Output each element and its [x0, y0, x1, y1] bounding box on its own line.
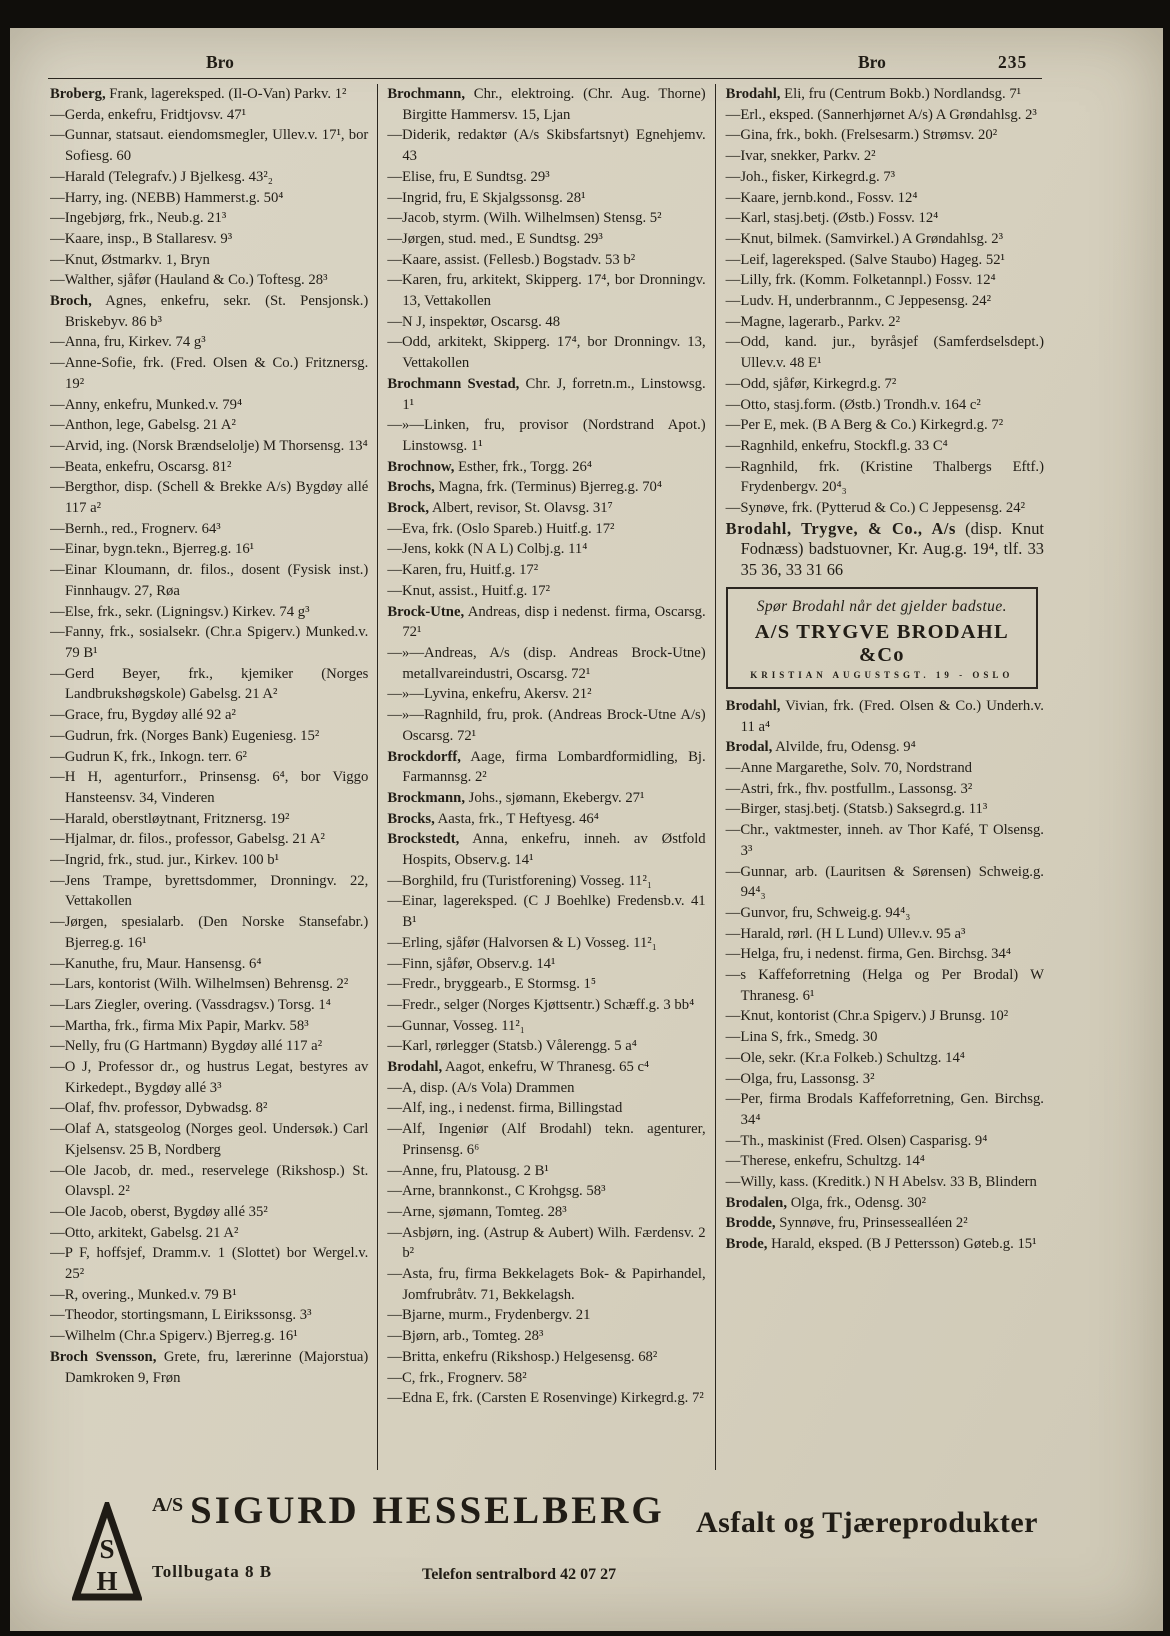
- directory-entry: —O J, Professor dr., og hustrus Legat, bestyres av Kirkedept., Bygdøy allé 3³: [50, 1059, 369, 1096]
- directory-entry: —Asta, fru, firma Bekkelagets Bok- & Papirhandel, Jomfrubråtv. 71, Bekkelagsh.: [387, 1266, 706, 1303]
- logo-letter-h: H: [96, 1566, 118, 1596]
- directory-entry: —Anthon, lege, Gabelsg. 21 A²: [50, 417, 236, 434]
- directory-entry: —Arne, sjømann, Tomteg. 28³: [387, 1203, 567, 1220]
- directory-entry: —Fredr., selger (Norges Kjøttsentr.) Schæff.g. 3 bb⁴: [387, 996, 695, 1013]
- directory-entry: —Helga, fru, i nedenst. firma, Gen. Birchsg. 34⁴: [725, 946, 1011, 963]
- directory-entry: —Gunvor, fru, Schweig.g. 94⁴₃: [725, 904, 911, 921]
- directory-entry: —Karen, fru, Huitf.g. 17²: [387, 562, 539, 579]
- directory-entry: —Gerda, enkefru, Fridtjovsv. 47¹: [50, 106, 246, 123]
- directory-entry: —Lina S, frk., Smedg. 30: [725, 1029, 878, 1046]
- directory-entry: Brodahl, Vivian, frk. (Fred. Olsen & Co.) Underh.v. 11 a⁴: [725, 697, 1044, 735]
- column-3-upper: [726, 84, 1044, 581]
- entry-surname: Brock,: [387, 500, 430, 517]
- directory-entry: —P F, hoffsjef, Dramm.v. 1 (Slottet) bor Wergel.v. 25²: [50, 1245, 369, 1283]
- directory-entry: —Martha, frk., firma Mix Papir, Markv. 58³: [50, 1017, 309, 1034]
- directory-entry: —Per, firma Brodals Kaffeforretning, Gen. Birchsg. 34⁴: [725, 1091, 1044, 1128]
- column-3-lower: [726, 696, 1044, 1255]
- brodahl-ad-address: KRISTIAN AUGUSTSGT. 19 - OSLO: [750, 669, 1014, 680]
- directory-entry: —Otto, arkitekt, Gabelsg. 21 A²: [50, 1224, 239, 1241]
- directory-entry: —A, disp. (A/s Vola) Drammen: [387, 1079, 575, 1096]
- directory-entry: Brock, Albert, revisor, St. Olavsg. 31⁷: [387, 500, 613, 517]
- directory-entry: —Eva, frk. (Oslo Spareb.) Huitf.g. 17²: [387, 520, 615, 537]
- directory-entry: —Anne, fru, Platousg. 2 B¹: [387, 1162, 549, 1179]
- directory-entry: —Einar, bygn.tekn., Bjerreg.g. 16¹: [50, 541, 255, 558]
- directory-entry: Brodahl, Aagot, enkefru, W Thranesg. 65 c⁴: [387, 1059, 650, 1076]
- directory-entry: —Therese, enkefru, Schultzg. 14⁴: [725, 1153, 925, 1170]
- directory-entry: —Gunnar, statsaut. eiendomsmegler, Ullev.v. 17¹, bor Sofiesg. 60: [50, 127, 369, 165]
- directory-entry: —Ingebjørg, frk., Neub.g. 21³: [50, 210, 227, 227]
- directory-entry: —Harald, rørl. (H L Lund) Ullev.v. 95 a³: [725, 925, 966, 942]
- directory-entry: —Ragnhild, enkefru, Stockfl.g. 33 C⁴: [725, 437, 948, 454]
- directory-entry: —Arvid, ing. (Norsk Brændselolje) M Thorsensg. 13⁴: [50, 437, 368, 454]
- directory-entry: —Finn, sjåfør, Observ.g. 14¹: [387, 955, 556, 972]
- directory-entry: Brocks, Aasta, frk., T Heftyesg. 46⁴: [387, 810, 599, 827]
- entry-surname: Brockmann,: [387, 789, 465, 806]
- directory-entry: —Kanuthe, fru, Maur. Hansensg. 6⁴: [50, 955, 262, 972]
- directory-entry: —Jørgen, spesialarb. (Den Norske Stansefabr.) Bjerreg.g. 16¹: [50, 914, 369, 951]
- directory-entry: —Bergthor, disp. (Schell & Brekke A/s) Bygdøy allé 117 a²: [50, 479, 369, 517]
- directory-entry: Brockmann, Johs., sjømann, Ekebergv. 27¹: [387, 789, 645, 806]
- directory-entry: —Knut, kontorist (Chr.a Spigerv.) J Brunsg. 10²: [725, 1008, 1009, 1025]
- directory-entry: —Nelly, fru (G Hartmann) Bygdøy allé 117 a²: [50, 1038, 323, 1055]
- brodahl-ad-name: A/S TRYGVE BRODAHL &Co: [754, 620, 1009, 666]
- directory-entry: —Elise, fru, E Sundtsg. 29³: [387, 168, 550, 185]
- directory-entry: —N J, inspektør, Oscarsg. 48: [387, 313, 561, 330]
- directory-entry: —Ole, sekr. (Kr.a Folkeb.) Schultzg. 14⁴: [725, 1049, 965, 1066]
- directory-entry: —R, overing., Munked.v. 79 B¹: [50, 1286, 237, 1303]
- directory-entry: —Kaare, assist. (Fellesb.) Bogstadv. 53 b²: [387, 251, 636, 268]
- directory-entry: —Britta, enkefru (Rikshosp.) Helgesensg. 68²: [387, 1348, 658, 1365]
- directory-entry: —Bernh., red., Frognerv. 64³: [50, 520, 221, 537]
- running-head-left: Bro: [206, 52, 234, 72]
- directory-entry: —»—Lyvina, enkefru, Akersv. 21²: [387, 686, 592, 703]
- directory-entry: —Knut, Østmarkv. 1, Bryn: [50, 251, 210, 268]
- directory-entry: —Olaf, fhv. professor, Dybwadsg. 8²: [50, 1100, 268, 1117]
- directory-entry: Broch Svensson, Grete, fru, lærerinne (Majorstua) Damkroken 9, Frøn: [50, 1348, 369, 1386]
- directory-entry: —Per E, mek. (B A Berg & Co.) Kirkegrd.g. 7²: [725, 417, 1004, 434]
- directory-entry: —Else, frk., sekr. (Ligningsv.) Kirkev. 74 g³: [50, 603, 310, 620]
- entry-surname: Brodalen,: [725, 1194, 788, 1211]
- directory-entry: Brodahl, Eli, fru (Centrum Bokb.) Nordlandsg. 7¹: [725, 86, 1022, 102]
- directory-entry: —Magne, lagerarb., Parkv. 2²: [725, 313, 900, 330]
- directory-entry: —Asbjørn, ing. (Astrup & Aubert) Wilh. Færdensv. 2 b²: [387, 1224, 706, 1262]
- entry-surname: Brockdorff,: [387, 748, 461, 765]
- directory-entry: —Ragnhild, frk. (Kristine Thalbergs Eftf.) Frydenbergv. 20⁴₃: [725, 458, 1044, 496]
- directory-entry: —Synøve, frk. (Pytterud & Co.) C Jeppesensg. 24²: [725, 500, 1026, 517]
- directory-entry: —Einar Kloumann, dr. filos., dosent (Fysisk inst.) Finnhaugv. 27, Røa: [50, 562, 369, 599]
- directory-entry: —Karl, rørlegger (Statsb.) Vålerengg. 5 a⁴: [387, 1038, 637, 1055]
- directory-entry: —Grace, fru, Bygdøy allé 92 a²: [50, 707, 236, 724]
- directory-entry: —Jens Trampe, byrettsdommer, Dronningv. 22, Vettakollen: [50, 872, 369, 910]
- directory-entry: —Alf, Ingeniør (Alf Brodahl) tekn. agenturer, Prinsensg. 6⁶: [387, 1121, 706, 1158]
- header-rule: [48, 78, 1042, 79]
- entry-surname: Brocks,: [387, 810, 435, 827]
- directory-entry: Brodde, Synnøve, fru, Prinsessealléen 2²: [725, 1215, 968, 1232]
- directory-entry: —Ole Jacob, dr. med., reservelege (Rikshosp.) St. Olavspl. 2²: [50, 1162, 369, 1200]
- directory-entry: —Einar, lagereksped. (C J Boehlke) Fredensb.v. 41 B¹: [387, 893, 706, 931]
- directory-entry: —»—Linken, fru, provisor (Nordstrand Apot.) Linstowsg. 1¹: [387, 417, 706, 454]
- directory-entry: Brockstedt, Anna, enkefru, inneh. av Østfold Hospits, Observ.g. 14¹: [387, 831, 706, 869]
- directory-entry: —»—Andreas, A/s (disp. Andreas Brock-Utne) metallvareindustri, Oscarsg. 72¹: [387, 644, 706, 682]
- column-2: [377, 84, 714, 1470]
- directory-entry: —Lars Ziegler, overing. (Vassdragsv.) Torsg. 1⁴: [50, 996, 331, 1013]
- directory-entry: —Harald, oberstløytnant, Fritznersg. 19²: [50, 810, 290, 827]
- directory-entry: —Karl, stasj.betj. (Østb.) Fossv. 12⁴: [725, 210, 939, 227]
- directory-entry: —Harald (Telegrafv.) J Bjelkesg. 43²₂: [50, 168, 273, 185]
- directory-entry: —Wilhelm (Chr.a Spigerv.) Bjerreg.g. 16¹: [50, 1328, 298, 1345]
- directory-entry: Brode, Harald, eksped. (B J Pettersson) Gøteb.g. 15¹: [725, 1236, 1037, 1253]
- entry-surname: Broch Svensson,: [50, 1348, 157, 1365]
- directory-entry: —Gunnar, arb. (Lauritsen & Sørensen) Schweig.g. 94⁴₃: [725, 863, 1044, 901]
- directory-entry: —Beata, enkefru, Oscarsg. 81²: [50, 458, 232, 475]
- directory-entry: —Olga, fru, Lassonsg. 3²: [725, 1070, 875, 1087]
- directory-entry: —Erl., eksped. (Sannerhjørnet A/s) A Grøndahlsg. 2³: [725, 106, 1037, 123]
- entry-surname: Brodahl,: [387, 1059, 443, 1076]
- directory-entry: —C, frk., Frognerv. 58²: [387, 1369, 527, 1386]
- directory-entry: Broberg, Frank, lagereksped. (Il-O-Van) Parkv. 1²: [50, 86, 347, 102]
- directory-entry: —Astri, frk., fhv. postfullm., Lassonsg. 3²: [725, 780, 973, 797]
- hesselberg-address: Tollbugata 8 B: [152, 1562, 273, 1581]
- directory-entry: —Anny, enkefru, Munked.v. 79⁴: [50, 396, 243, 413]
- directory-entry: —Diderik, redaktør (A/s Skibsfartsnyt) Egnehjemv. 43: [387, 127, 706, 165]
- directory-entry: —Otto, stasj.form. (Østb.) Trondh.v. 164 c²: [725, 396, 981, 413]
- directory-entry: —Odd, kand. jur., byråsjef (Samferdselsdept.) Ullev.v. 48 E¹: [725, 334, 1044, 372]
- directory-entry: —Ole Jacob, oberst, Bygdøy allé 35²: [50, 1203, 268, 1220]
- entry-surname: Brock-Utne,: [387, 603, 465, 620]
- directory-entry: —Odd, arkitekt, Skipperg. 17⁴, bor Dronningv. 13, Vettakollen: [387, 334, 706, 372]
- column-1: [50, 84, 377, 1470]
- entry-surname: Brodahl, Trygve, & Co., A/s: [725, 518, 957, 538]
- directory-entry: —Arne, brannkonst., C Krohgsg. 58³: [387, 1183, 606, 1200]
- directory-entry: Broch, Agnes, enkefru, sekr. (St. Pensjonsk.) Briskebyv. 86 b³: [50, 293, 369, 330]
- column-3: [715, 84, 1044, 1470]
- directory-entry: —Ingrid, fru, E Skjalgssonsg. 28¹: [387, 189, 586, 206]
- directory-entry: —Gerd Beyer, frk., kjemiker (Norges Landbrukshøgskole) Gabelsg. 21 A²: [50, 665, 369, 703]
- directory-entry: —Birger, stasj.betj. (Statsb.) Saksegrd.g. 11³: [725, 801, 988, 818]
- directory-entry: Brockdorff, Aage, firma Lombardformidling, Bj. Farmannsg. 2²: [387, 748, 706, 786]
- directory-entry: —Th., maskinist (Fred. Olsen) Casparisg. 9⁴: [725, 1132, 988, 1149]
- hesselberg-triangle-logo: [72, 1502, 142, 1602]
- directory-entry: —Ivar, snekker, Parkv. 2²: [725, 148, 876, 165]
- directory-entry: —Lilly, frk. (Komm. Folketannpl.) Fossv. 12⁴: [725, 272, 996, 289]
- directory-page: [10, 28, 1163, 1631]
- entry-surname: Brochmann Svestad,: [387, 375, 520, 392]
- directory-entry: —Anne-Sofie, frk. (Fred. Olsen & Co.) Fritznersg. 19²: [50, 355, 369, 392]
- directory-entry: —Hjalmar, dr. filos., professor, Gabelsg. 21 A²: [50, 831, 325, 848]
- directory-entry: Brochmann Svestad, Chr. J, forretn.m., Linstowsg. 1¹: [387, 375, 706, 413]
- directory-entry: —Jørgen, stud. med., E Sundtsg. 29³: [387, 230, 603, 247]
- page-header: [10, 52, 1163, 76]
- directory-entry: —Gina, frk., bokh. (Frelsesarm.) Strømsv. 20²: [725, 127, 998, 144]
- directory-entry: —Bjørn, arb., Tomteg. 28³: [387, 1328, 544, 1345]
- directory-entry: —Borghild, fru (Turistforening) Vosseg. 11²₁: [387, 872, 652, 889]
- directory-entry: —Leif, lagereksped. (Salve Staubo) Hageg. 52¹: [725, 251, 1005, 268]
- directory-entry: Brodahl, Trygve, & Co., A/s (disp. Knut Fodnæss) badstuovner, Kr. Aug.g. 19⁴, tlf. 33 35 36, 33 31 66: [725, 518, 1044, 580]
- directory-entry: —Ludv. H, underbrannm., C Jeppesensg. 24²: [725, 293, 991, 310]
- directory-entry: —Jacob, styrm. (Wilh. Wilhelmsen) Stensg. 5²: [387, 210, 662, 227]
- directory-entry: —Walther, sjåfør (Hauland & Co.) Toftesg. 28³: [50, 272, 328, 289]
- directory-entry: —Harry, ing. (NEBB) Hammerst.g. 50⁴: [50, 189, 284, 206]
- directory-entry: —Lars, kontorist (Wilh. Wilhelmsen) Behrensg. 2²: [50, 976, 349, 993]
- directory-entry: —s Kaffeforretning (Helga og Per Brodal) W Thranesg. 6¹: [725, 967, 1044, 1004]
- entry-surname: Brodal,: [725, 739, 773, 756]
- hesselberg-name: SIGURD HESSELBERG: [190, 1489, 665, 1532]
- directory-entry: —Kaare, jernb.kond., Fossv. 12⁴: [725, 189, 918, 206]
- hesselberg-phone: Telefon sentralbord 42 07 27: [422, 1566, 617, 1583]
- directory-entry: —Kaare, insp., B Stallaresv. 9³: [50, 230, 233, 247]
- directory-entry: —Anne Margarethe, Solv. 70, Nordstrand: [725, 759, 973, 776]
- directory-entry: —Willy, kass. (Kreditk.) N H Abelsv. 33 B, Blindern: [725, 1174, 1037, 1191]
- directory-entry: —Fredr., bryggearb., E Stormsg. 1⁵: [387, 976, 597, 993]
- hesselberg-as-label: A/S: [152, 1494, 184, 1516]
- directory-entry: —Alf, ing., i nedenst. firma, Billingstad: [387, 1100, 623, 1117]
- running-head-right: Bro: [858, 52, 886, 72]
- directory-entry: —Knut, assist., Huitf.g. 17²: [387, 582, 551, 599]
- directory-entry: —Anna, fru, Kirkev. 74 g³: [50, 334, 206, 351]
- directory-entry: —Gudrun, frk. (Norges Bank) Eugeniesg. 15²: [50, 727, 320, 744]
- directory-entry: —Gunnar, Vosseg. 11²₁: [387, 1017, 525, 1034]
- directory-entry: —Bjarne, murm., Frydenbergv. 21: [387, 1307, 591, 1324]
- directory-entry: —Chr., vaktmester, inneh. av Thor Kafé, T Olsensg. 3³: [725, 822, 1044, 859]
- directory-entry: —Edna E, frk. (Carsten E Rosenvinge) Kirkegrd.g. 7²: [387, 1390, 704, 1407]
- hesselberg-product: Asfalt og Tjæreprodukter: [696, 1506, 1038, 1539]
- directory-entry: —Knut, bilmek. (Samvirkel.) A Grøndahlsg. 2³: [725, 230, 1003, 247]
- entry-surname: Brodahl,: [725, 86, 781, 102]
- brodahl-ad-box: [726, 587, 1038, 689]
- entry-surname: Brodahl,: [725, 697, 781, 714]
- directory-entry: Brock-Utne, Andreas, disp i nedenst. firma, Oscarsg. 72¹: [387, 603, 706, 641]
- directory-entry: —Ingrid, frk., stud. jur., Kirkev. 100 b¹: [50, 852, 280, 869]
- directory-entry: Brochs, Magna, frk. (Terminus) Bjerreg.g. 70⁴: [387, 479, 663, 496]
- directory-entry: —H H, agenturforr., Prinsensg. 6⁴, bor Viggo Hansteensv. 34, Vinderen: [50, 769, 369, 806]
- hesselberg-ad: [50, 1476, 1042, 1628]
- directory-entry: —Theodor, stortingsmann, L Eirikssonsg. 3³: [50, 1307, 312, 1324]
- entry-surname: Brochnow,: [387, 458, 455, 475]
- directory-entry: —Fanny, frk., sosialsekr. (Chr.a Spigerv.) Munked.v. 79 B¹: [50, 624, 369, 661]
- entry-surname: Brode,: [725, 1236, 768, 1253]
- directory-entry: Brodal, Alvilde, fru, Odensg. 9⁴: [725, 739, 916, 756]
- entry-surname: Broch,: [50, 293, 92, 310]
- entry-surname: Brochs,: [387, 479, 435, 496]
- directory-entry: —Jens, kokk (N A L) Colbj.g. 11⁴: [387, 541, 588, 558]
- entry-surname: Brodde,: [725, 1215, 776, 1232]
- directory-entry: —Erling, sjåfør (Halvorsen & L) Vosseg. 11²₁: [387, 934, 657, 951]
- entry-surname: Brochmann,: [387, 86, 465, 102]
- entry-surname: Broberg,: [50, 86, 106, 102]
- directory-entry: Brochmann, Chr., elektroing. (Chr. Aug. Thorne) Birgitte Hammersv. 15, Ljan: [387, 86, 706, 123]
- directory-entry: —Joh., fisker, Kirkegrd.g. 7³: [725, 168, 896, 185]
- directory-entry: Brodalen, Olga, frk., Odensg. 30²: [725, 1194, 927, 1211]
- directory-entry: —Olaf A, statsgeolog (Norges geol. Undersøk.) Carl Kjelsensv. 25 B, Nordberg: [50, 1121, 369, 1158]
- directory-entry: —Gudrun K, frk., Inkogn. terr. 6²: [50, 748, 247, 765]
- directory-entry: —Karen, fru, arkitekt, Skipperg. 17⁴, bor Dronningv. 13, Vettakollen: [387, 272, 706, 310]
- directory-entry: Brochnow, Esther, frk., Torgg. 26⁴: [387, 458, 592, 475]
- directory-entry: —Odd, sjåfør, Kirkegrd.g. 7²: [725, 375, 897, 392]
- directory-entry: —»—Ragnhild, fru, prok. (Andreas Brock-Utne A/s) Oscarsg. 72¹: [387, 707, 706, 744]
- page-number: 235: [998, 52, 1028, 72]
- entry-surname: Brockstedt,: [387, 831, 460, 848]
- brodahl-ad-tagline: Spør Brodahl når det gjelder badstue.: [756, 597, 1007, 615]
- logo-letter-s: S: [99, 1534, 115, 1564]
- directory-columns: [50, 84, 1044, 1470]
